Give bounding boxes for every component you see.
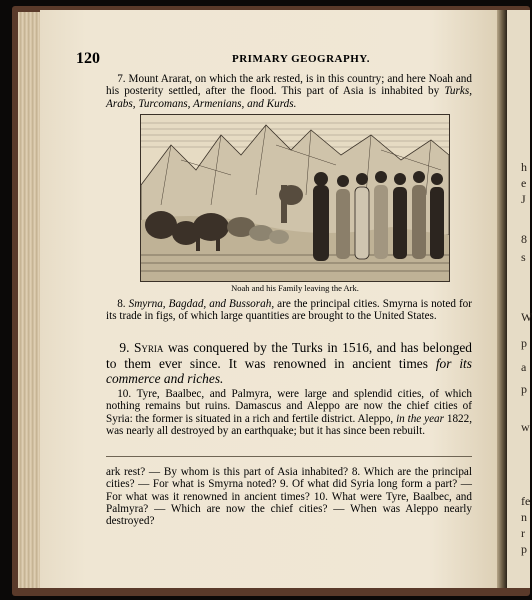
page-number: 120	[76, 50, 100, 67]
page-header	[76, 50, 486, 68]
right-page-fragment: w	[521, 420, 530, 434]
paragraph-9	[106, 340, 472, 387]
paragraph-8	[106, 298, 472, 323]
right-page-fragment: p	[521, 542, 527, 556]
paragraph-9-emphasis: for its commerce and riches.	[106, 355, 472, 386]
paragraph-9-text: was conquered by the Turks in 1516, and has belonged to them ever since. It was renowned in ancient times	[106, 340, 472, 371]
running-head: PRIMARY GEOGRAPHY.	[232, 53, 370, 65]
right-page-fragment: p	[521, 382, 527, 396]
paragraph-10-italic: in the year	[396, 412, 444, 425]
paragraph-10	[106, 388, 472, 437]
book-gutter	[497, 10, 507, 588]
paragraph-10-text-a: Tyre, Baalbec, and Palmyra, were large and splendid cities, of which nothing remains but ruins. Damascus and Aleppo are now the chief cities of Syria: the former is situated in a rich and fertile district. Aleppo,	[106, 388, 472, 425]
right-page-fragment: a	[521, 360, 527, 374]
right-page-fragment: W	[521, 310, 532, 324]
right-page-fragment: J	[521, 192, 526, 206]
paragraph-9-syria: Syria	[133, 340, 164, 355]
right-page-edge	[507, 10, 530, 588]
paragraph-7-text: Mount Ararat, on which the ark rested, is in this country; and here Noah and his posterity settled, after the flood. This part of Asia is inhabited by	[106, 73, 472, 98]
right-page-fragment: r	[521, 526, 525, 540]
paragraph-8-cities: Smyrna, Bagdad, and Bussorah,	[128, 298, 275, 310]
right-page-fragment: 8	[521, 232, 527, 246]
right-page-fragment: fe	[521, 494, 531, 508]
right-page-fragment: e	[521, 176, 527, 190]
paragraph-7-peoples: Turks, Arabs, Turcomans, Armenians, and Kurds.	[106, 85, 472, 110]
review-questions: ark rest? — By whom is this part of Asia inhabited? 8. Which are the principal cities? — For what is Smyrna noted? 9. Of what did Syria long form a part? — For what was it renowned in ancient times? 10. What were Tyre, Baalbec, and Palmyra? — Which are now the chief cities? — When was Aleppo nearly destroyed?	[106, 466, 472, 528]
engraving-illustration	[141, 115, 449, 281]
paragraph-7-number: 7.	[117, 73, 126, 85]
paragraph-9-number: 9.	[119, 340, 130, 355]
right-page-fragment: h	[521, 160, 527, 174]
right-page-fragment: p	[521, 336, 527, 350]
right-page-fragment: n	[521, 510, 527, 524]
paragraph-10-text-b: 1822, was nearly all destroyed by an earthquake; but it has since been rebuilt.	[106, 412, 473, 437]
questions-divider	[106, 456, 472, 457]
paragraph-7	[106, 73, 472, 110]
paragraph-10-number: 10.	[117, 388, 132, 400]
right-page-fragment: s	[521, 250, 526, 264]
paragraph-8-number: 8.	[117, 298, 126, 310]
engraving-noah-leaving-ark	[140, 114, 450, 282]
figure-caption: Noah and his Family leaving the Ark.	[231, 283, 359, 293]
paragraph-8-text: are the principal cities. Smyrna is noted for its trade in figs, of which large quantities are brought to the United States.	[106, 298, 472, 323]
